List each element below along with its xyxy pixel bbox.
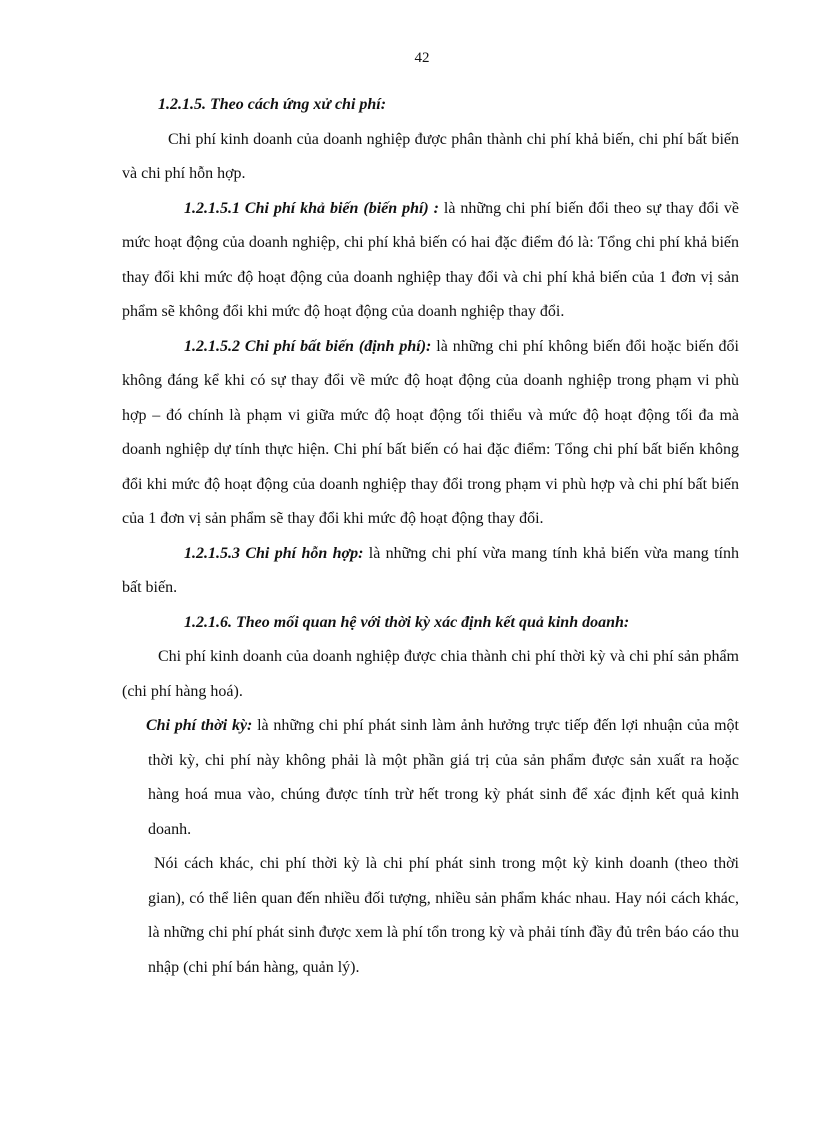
paragraph-variable-cost: 1.2.1.5.1 Chi phí khả biến (biến phí) : là những chi phí biến đổi theo sự thay đổi về mức hoạt động của doanh nghiệp, chi phí khả biến có hai đặc điểm đó là: Tổng chi phí khả biến thay đổi khi mức độ hoạt động của doanh nghiệp thay đổi và chi phí khả biến của 1 đơn vị sản phẩm sẽ không đổi khi mức độ hoạt động của doanh nghiệp thay đổi.	[122, 199, 739, 320]
paragraph-period-product-cost: Chi phí kinh doanh của doanh nghiệp được chia thành chi phí thời kỳ và chi phí sản phẩm (chi phí hàng hoá).	[122, 648, 739, 700]
heading-1-2-1-5-2: 1.2.1.5.2 Chi phí bất biến (định phí):	[184, 337, 432, 355]
paragraph-period-cost: Chi phí thời kỳ: là những chi phí phát sinh làm ảnh hưởng trực tiếp đến lợi nhuận của một thời kỳ, chi phí này không phải là một phần giá trị của sản phẩm được sản xuất ra hoặc hàng hoá mua vào, chúng được tính trừ hết trong kỳ phát sinh để xác định kết quả kinh doanh.	[146, 717, 739, 838]
page-number: 42	[414, 50, 430, 66]
heading-1-2-1-5: 1.2.1.5. Theo cách ứng xử chi phí:	[158, 96, 387, 113]
heading-1-2-1-5-3: 1.2.1.5.3 Chi phí hỗn hợp:	[184, 544, 364, 562]
heading-period-cost: Chi phí thời kỳ:	[146, 717, 253, 734]
heading-1-2-1-5-1: 1.2.1.5.1 Chi phí khả biến (biến phí) :	[184, 199, 439, 217]
paragraph-in-other-words: Nói cách khác, chi phí thời kỳ là chi phí phát sinh trong một kỳ kinh doanh (theo thời gian), có thể liên quan đến nhiều đối tượng, nhiều sản phẩm khác nhau. Hay nói cách khác, là những chi phí phát sinh được xem là phí tổn trong kỳ và phải tính đầy đủ trên báo cáo thu nhập (chi phí bán hàng, quản lý).	[148, 855, 739, 976]
heading-1-2-1-6: 1.2.1.6. Theo mối quan hệ với thời kỳ xác định kết quả kinh doanh:	[184, 613, 630, 631]
paragraph-fixed-cost: 1.2.1.5.2 Chi phí bất biến (định phí): là những chi phí không biến đổi hoặc biến đổi không đáng kể khi có sự thay đổi về mức độ hoạt động của doanh nghiệp trong phạm vi phù hợp – đó chính là phạm vi giữa mức độ hoạt động tối thiểu và mức độ hoạt động tối đa mà doanh nghiệp dự tính thực hiện. Chi phí bất biến có hai đặc điểm: Tổng chi phí bất biến không đổi khi mức độ hoạt động của doanh nghiệp thay đổi trong phạm vi phù hợp và chi phí bất biến của 1 đơn vị sản phẩm sẽ thay đổi khi mức độ hoạt động thay đổi.	[122, 337, 739, 527]
paragraph-mixed-cost: 1.2.1.5.3 Chi phí hỗn hợp: là những chi phí vừa mang tính khả biến vừa mang tính bất biến.	[122, 544, 739, 596]
paragraph-cost-classification: Chi phí kinh doanh của doanh nghiệp được phân thành chi phí khả biến, chi phí bất biến và chi phí hỗn hợp.	[122, 130, 739, 182]
document-body	[122, 88, 739, 985]
